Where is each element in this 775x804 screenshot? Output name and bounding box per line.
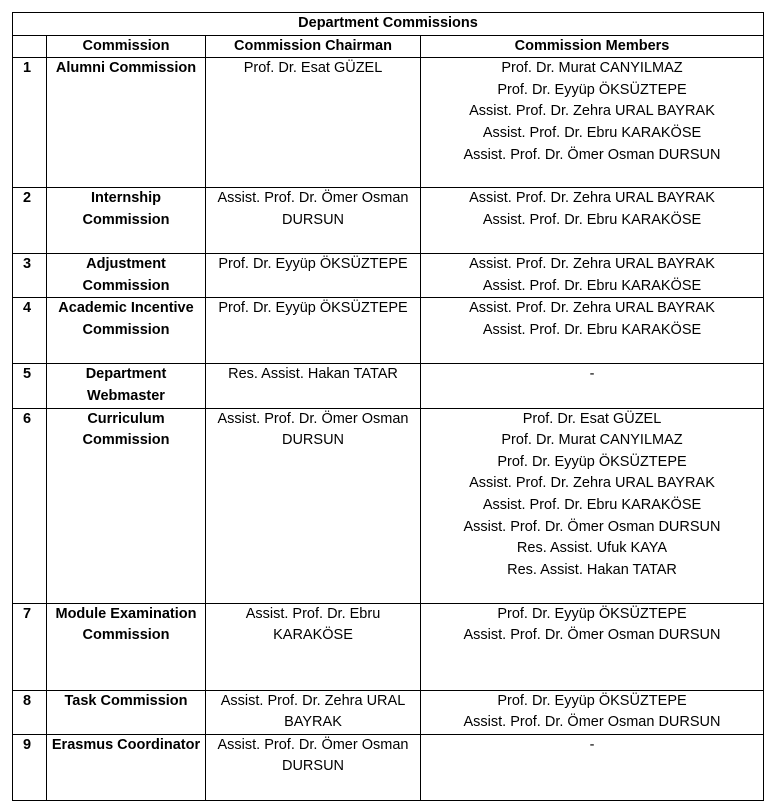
member-name: Assist. Prof. Dr. Ömer Osman DURSUN [463,146,721,163]
commission-name: Module Examination Commission [47,603,206,690]
commissions-document [12,12,764,801]
table-row [13,58,764,188]
member-name: Prof. Dr. Murat CANYILMAZ [501,60,683,77]
commission-members [421,298,764,364]
commissions-table [12,12,764,801]
commission-members [421,364,764,408]
row-number: 6 [13,408,47,603]
commission-chairman: Prof. Dr. Eyyüp ÖKSÜZTEPE [206,254,421,298]
commission-members [421,254,764,298]
commission-members [421,408,764,603]
table-row [13,690,764,734]
title-row [13,13,764,36]
header-chairman: Commission Chairman [206,35,421,58]
header-row [13,35,764,58]
commission-chairman: Res. Assist. Hakan TATAR [206,364,421,408]
row-number: 1 [13,58,47,188]
member-name: Assist. Prof. Dr. Ömer Osman DURSUN [463,627,721,644]
commission-name: Academic Incentive Commission [47,298,206,364]
table-row [13,188,764,254]
row-number: 7 [13,603,47,690]
member-name: Assist. Prof. Dr. Ebru KARAKÖSE [482,211,702,228]
commission-members [421,188,764,254]
commission-chairman: Assist. Prof. Dr. Ömer Osman DURSUN [206,408,421,603]
row-number: 4 [13,298,47,364]
member-name: Prof. Dr. Eyyüp ÖKSÜZTEPE [497,692,687,709]
commission-chairman: Assist. Prof. Dr. Ebru KARAKÖSE [206,603,421,690]
table-row [13,254,764,298]
member-name: Prof. Dr. Eyyüp ÖKSÜZTEPE [497,453,687,470]
commission-chairman: Assist. Prof. Dr. Zehra URAL BAYRAK [206,690,421,734]
member-name: Assist. Prof. Dr. Zehra URAL BAYRAK [469,103,715,120]
table-row [13,364,764,408]
table-row [13,298,764,364]
member-name: Prof. Dr. Esat GÜZEL [522,410,662,427]
member-name: Assist. Prof. Dr. Ebru KARAKÖSE [482,496,702,513]
commission-members [421,734,764,800]
member-name: Prof. Dr. Eyyüp ÖKSÜZTEPE [497,81,687,98]
table-row [13,603,764,690]
table-row [13,734,764,800]
member-name: - [589,366,595,383]
member-name: Assist. Prof. Dr. Zehra URAL BAYRAK [469,475,715,492]
member-name: Assist. Prof. Dr. Ömer Osman DURSUN [463,518,721,535]
member-name: Assist. Prof. Dr. Ebru KARAKÖSE [482,124,702,141]
member-name: Assist. Prof. Dr. Zehra URAL BAYRAK [469,256,715,273]
header-members: Commission Members [421,35,764,58]
commission-name: Erasmus Coordinator [47,734,206,800]
row-number: 3 [13,254,47,298]
table-title: Department Commissions [13,13,764,36]
table-body [13,58,764,801]
member-name: Assist. Prof. Dr. Zehra URAL BAYRAK [469,190,715,207]
member-name: - [589,736,595,753]
member-name: Res. Assist. Hakan TATAR [507,561,677,578]
member-name: Assist. Prof. Dr. Ebru KARAKÖSE [482,277,702,294]
member-name: Prof. Dr. Eyyüp ÖKSÜZTEPE [497,605,687,622]
commission-chairman: Assist. Prof. Dr. Ömer Osman DURSUN [206,188,421,254]
member-name: Assist. Prof. Dr. Ömer Osman DURSUN [463,714,721,731]
commission-chairman: Assist. Prof. Dr. Ömer Osman DURSUN [206,734,421,800]
member-name: Prof. Dr. Murat CANYILMAZ [501,432,683,449]
row-number: 2 [13,188,47,254]
row-number: 9 [13,734,47,800]
commission-chairman: Prof. Dr. Esat GÜZEL [206,58,421,188]
member-name: Res. Assist. Ufuk KAYA [516,540,668,557]
header-commission: Commission [47,35,206,58]
commission-name: Curriculum Commission [47,408,206,603]
commission-name: Task Commission [47,690,206,734]
member-name: Assist. Prof. Dr. Ebru KARAKÖSE [482,321,702,338]
commission-members [421,58,764,188]
commission-chairman: Prof. Dr. Eyyüp ÖKSÜZTEPE [206,298,421,364]
table-row [13,408,764,603]
row-number: 5 [13,364,47,408]
member-name: Assist. Prof. Dr. Zehra URAL BAYRAK [469,300,715,317]
commission-members [421,690,764,734]
commission-members [421,603,764,690]
commission-name: Internship Commission [47,188,206,254]
row-number: 8 [13,690,47,734]
commission-name: Department Webmaster [47,364,206,408]
commission-name: Alumni Commission [47,58,206,188]
header-number [13,35,47,58]
commission-name: Adjustment Commission [47,254,206,298]
